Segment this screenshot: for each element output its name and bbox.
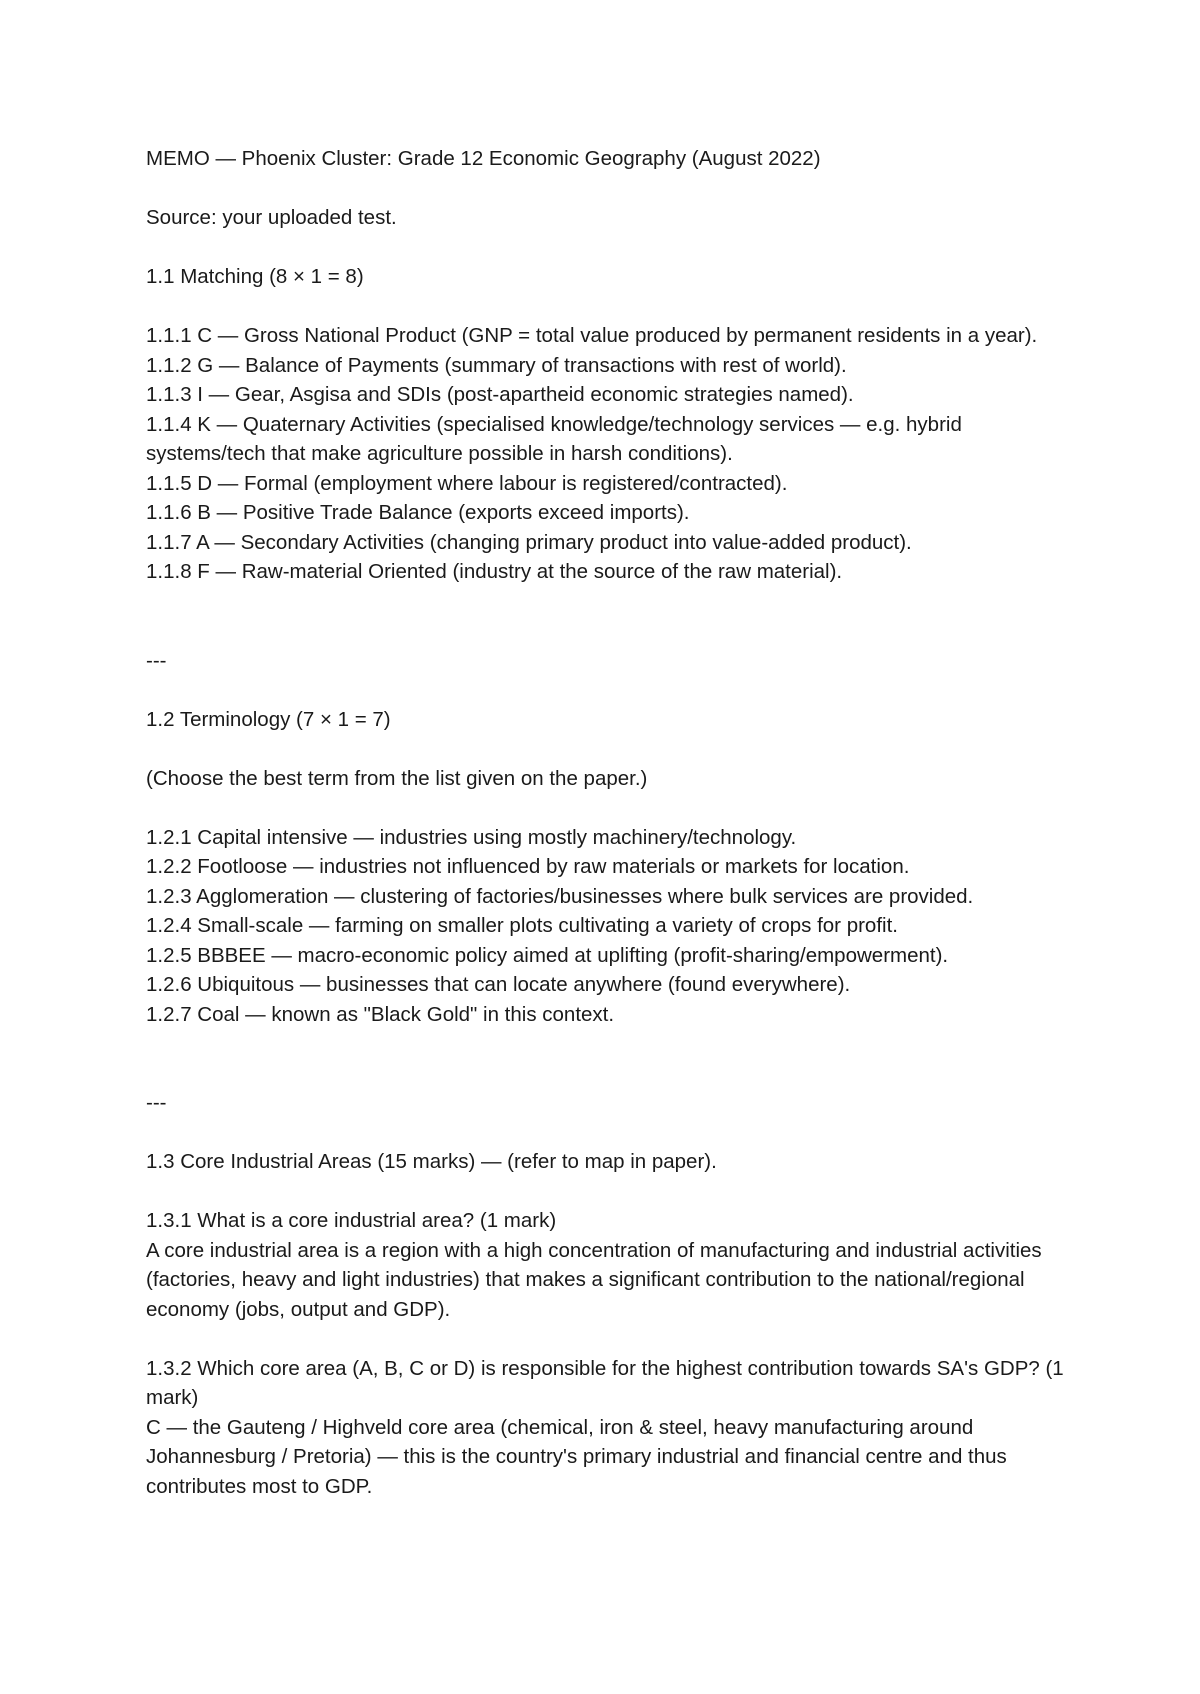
section-1-2-heading: 1.2 Terminology (7 × 1 = 7) — [146, 707, 391, 731]
terminology-item: 1.2.1 Capital intensive — industries using mostly machinery/technology. — [146, 825, 797, 849]
matching-item: 1.1.3 I — Gear, Asgisa and SDIs (post-apartheid economic strategies named). — [146, 383, 854, 406]
matching-list — [146, 321, 1076, 587]
section-separator: --- — [146, 1091, 167, 1114]
terminology-list — [146, 823, 1076, 1030]
matching-item: 1.1.4 K — Quaternary Activities (specialised knowledge/technology services — e.g. hybrid systems/tech that make agriculture possible in harsh conditions). — [146, 412, 962, 465]
answer-1-3-2: C — the Gauteng / Highveld core area (chemical, iron & steel, heavy manufacturing around Johannesburg / Pretoria) — this is the country's primary industrial and financial centre and thus contributes most to GDP. — [146, 1415, 1007, 1498]
matching-item: 1.1.1 C — Gross National Product (GNP = total value produced by permanent residents in a year). — [146, 324, 1038, 347]
question-1-3-1: 1.3.1 What is a core industrial area? (1 mark) — [146, 1209, 557, 1232]
memo-document — [146, 144, 1076, 1501]
section-1-3-heading: 1.3 Core Industrial Areas (15 marks) — (refer to map in paper). — [146, 1150, 717, 1173]
terminology-item: 1.2.7 Coal — known as "Black Gold" in this context. — [146, 1002, 615, 1026]
matching-item: 1.1.7 A — Secondary Activities (changing primary product into value-added product). — [146, 530, 912, 554]
section-1-1-heading: 1.1 Matching (8 × 1 = 8) — [146, 265, 364, 288]
terminology-item: 1.2.5 BBBEE — macro-economic policy aimed at uplifting (profit-sharing/empowerment). — [146, 943, 949, 967]
matching-item: 1.1.6 B — Positive Trade Balance (exports exceed imports). — [146, 501, 690, 524]
source-line: Source: your uploaded test. — [146, 206, 397, 229]
question-1-3-2: 1.3.2 Which core area (A, B, C or D) is responsible for the highest contribution towards SA's GDP? (1 mark) — [146, 1356, 1064, 1409]
answer-1-3-1: A core industrial area is a region with a high concentration of manufacturing and industrial activities (factories, heavy and light industries) that makes a significant contribution to the national/regional economy (jobs, output and GDP). — [146, 1238, 1042, 1321]
terminology-item: 1.2.3 Agglomeration — clustering of factories/businesses where bulk services are provided. — [146, 884, 974, 908]
matching-item: 1.1.2 G — Balance of Payments (summary of transactions with rest of world). — [146, 353, 847, 377]
section-1-2-note: (Choose the best term from the list given on the paper.) — [146, 766, 648, 790]
section-separator: --- — [146, 648, 167, 672]
matching-item: 1.1.5 D — Formal (employment where labour is registered/contracted). — [146, 471, 788, 495]
matching-item: 1.1.8 F — Raw-material Oriented (industry at the source of the raw material). — [146, 560, 843, 583]
terminology-item: 1.2.2 Footloose — industries not influenced by raw materials or markets for location. — [146, 855, 910, 878]
terminology-item: 1.2.4 Small-scale — farming on smaller plots cultivating a variety of crops for profit. — [146, 914, 898, 937]
terminology-item: 1.2.6 Ubiquitous — businesses that can locate anywhere (found everywhere). — [146, 973, 851, 996]
document-title: MEMO — Phoenix Cluster: Grade 12 Economic Geography (August 2022) — [146, 147, 821, 170]
